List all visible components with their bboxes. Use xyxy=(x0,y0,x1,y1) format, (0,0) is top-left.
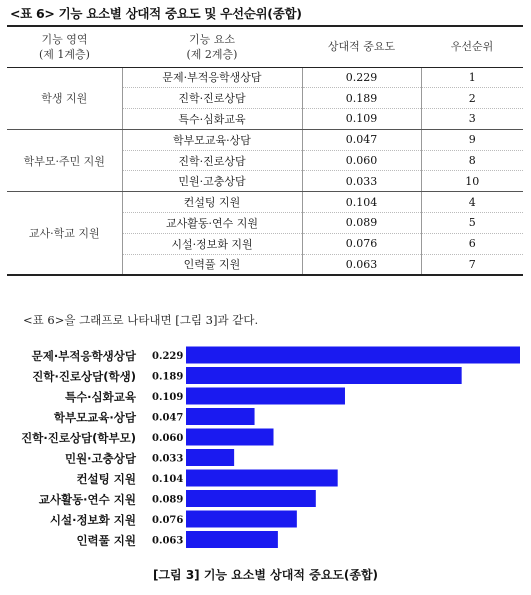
table-header-row xyxy=(7,26,523,67)
importance-cell: 0.189 xyxy=(302,88,421,109)
area-cell: 교사·학교 지원 xyxy=(7,192,122,275)
category-label: 민원·고충상담 xyxy=(64,451,136,466)
category-label: 교사활동·연수 지원 xyxy=(38,492,136,507)
chart-caption: [그림 3] 기능 요소별 상대적 중요도(종합) xyxy=(152,568,379,582)
importance-table xyxy=(7,25,523,276)
bar xyxy=(186,470,338,487)
header-area: 기능 영역 (제 1계층) xyxy=(7,26,122,67)
bar xyxy=(186,490,316,507)
priority-cell: 3 xyxy=(421,109,523,130)
importance-cell: 0.047 xyxy=(302,129,421,150)
priority-cell: 2 xyxy=(421,88,523,109)
priority-cell: 7 xyxy=(421,254,523,275)
value-label: 0.076 xyxy=(152,515,184,526)
element-cell: 민원·고충상담 xyxy=(122,171,302,192)
value-label: 0.047 xyxy=(152,412,184,424)
value-label: 0.104 xyxy=(152,474,184,485)
element-cell: 특수·심화교육 xyxy=(122,109,302,130)
header-priority: 우선순위 xyxy=(421,26,523,67)
element-cell: 인력풀 지원 xyxy=(122,254,302,275)
importance-bar-chart xyxy=(0,340,531,560)
element-cell: 시설·정보화 지원 xyxy=(122,233,302,254)
importance-cell: 0.109 xyxy=(302,109,421,130)
bar xyxy=(186,347,520,364)
value-label: 0.089 xyxy=(152,494,184,506)
bar xyxy=(186,367,462,384)
importance-cell: 0.089 xyxy=(302,213,421,234)
importance-cell: 0.229 xyxy=(302,67,421,88)
priority-cell: 8 xyxy=(421,150,523,171)
bar xyxy=(186,511,297,528)
element-cell: 교사활동·연수 지원 xyxy=(122,213,302,234)
bar xyxy=(186,408,255,425)
importance-cell: 0.033 xyxy=(302,171,421,192)
table-title: <표 6> 기능 요소별 상대적 중요도 및 우선순위(종합) xyxy=(10,6,302,21)
priority-cell: 1 xyxy=(421,67,523,88)
element-cell: 진학·진로상담 xyxy=(122,150,302,171)
value-label: 0.229 xyxy=(152,351,184,362)
priority-cell: 4 xyxy=(421,192,523,213)
bar xyxy=(186,388,345,405)
value-label: 0.060 xyxy=(152,433,184,444)
importance-cell: 0.063 xyxy=(302,254,421,275)
value-label: 0.109 xyxy=(152,392,184,403)
value-label: 0.063 xyxy=(152,535,184,547)
priority-cell: 9 xyxy=(421,129,523,150)
category-label: 시설·정보화 지원 xyxy=(49,513,136,527)
importance-cell: 0.060 xyxy=(302,150,421,171)
value-label: 0.033 xyxy=(152,453,184,465)
priority-cell: 10 xyxy=(421,171,523,192)
element-cell: 컨설팅 지원 xyxy=(122,192,302,213)
priority-cell: 6 xyxy=(421,233,523,254)
category-label: 문제·부적응학생상담 xyxy=(31,349,136,363)
bar xyxy=(186,531,278,548)
category-label: 컨설팅 지원 xyxy=(76,472,136,486)
element-cell: 학부모교육·상담 xyxy=(122,129,302,150)
bar xyxy=(186,429,274,446)
priority-cell: 5 xyxy=(421,213,523,234)
category-label: 특수·심화교육 xyxy=(64,390,136,404)
category-label: 진학·진로상담(학부모) xyxy=(21,431,136,445)
area-cell: 학부모·주민 지원 xyxy=(7,129,122,191)
category-label: 인력풀 지원 xyxy=(76,533,136,548)
element-cell: 문제·부적응학생상담 xyxy=(122,67,302,88)
header-element: 기능 요소 (제 2계층) xyxy=(122,26,302,67)
category-label: 진학·진로상담(학생) xyxy=(32,369,136,384)
value-label: 0.189 xyxy=(152,371,184,383)
bar xyxy=(186,449,234,466)
importance-cell: 0.076 xyxy=(302,233,421,254)
body-note: <표 6>을 그래프로 나타내면 [그림 3]과 같다. xyxy=(23,313,259,327)
area-cell: 학생 지원 xyxy=(7,67,122,129)
category-label: 학부모교육·상담 xyxy=(53,410,136,425)
importance-cell: 0.104 xyxy=(302,192,421,213)
header-importance: 상대적 중요도 xyxy=(302,26,421,67)
element-cell: 진학·진로상담 xyxy=(122,88,302,109)
